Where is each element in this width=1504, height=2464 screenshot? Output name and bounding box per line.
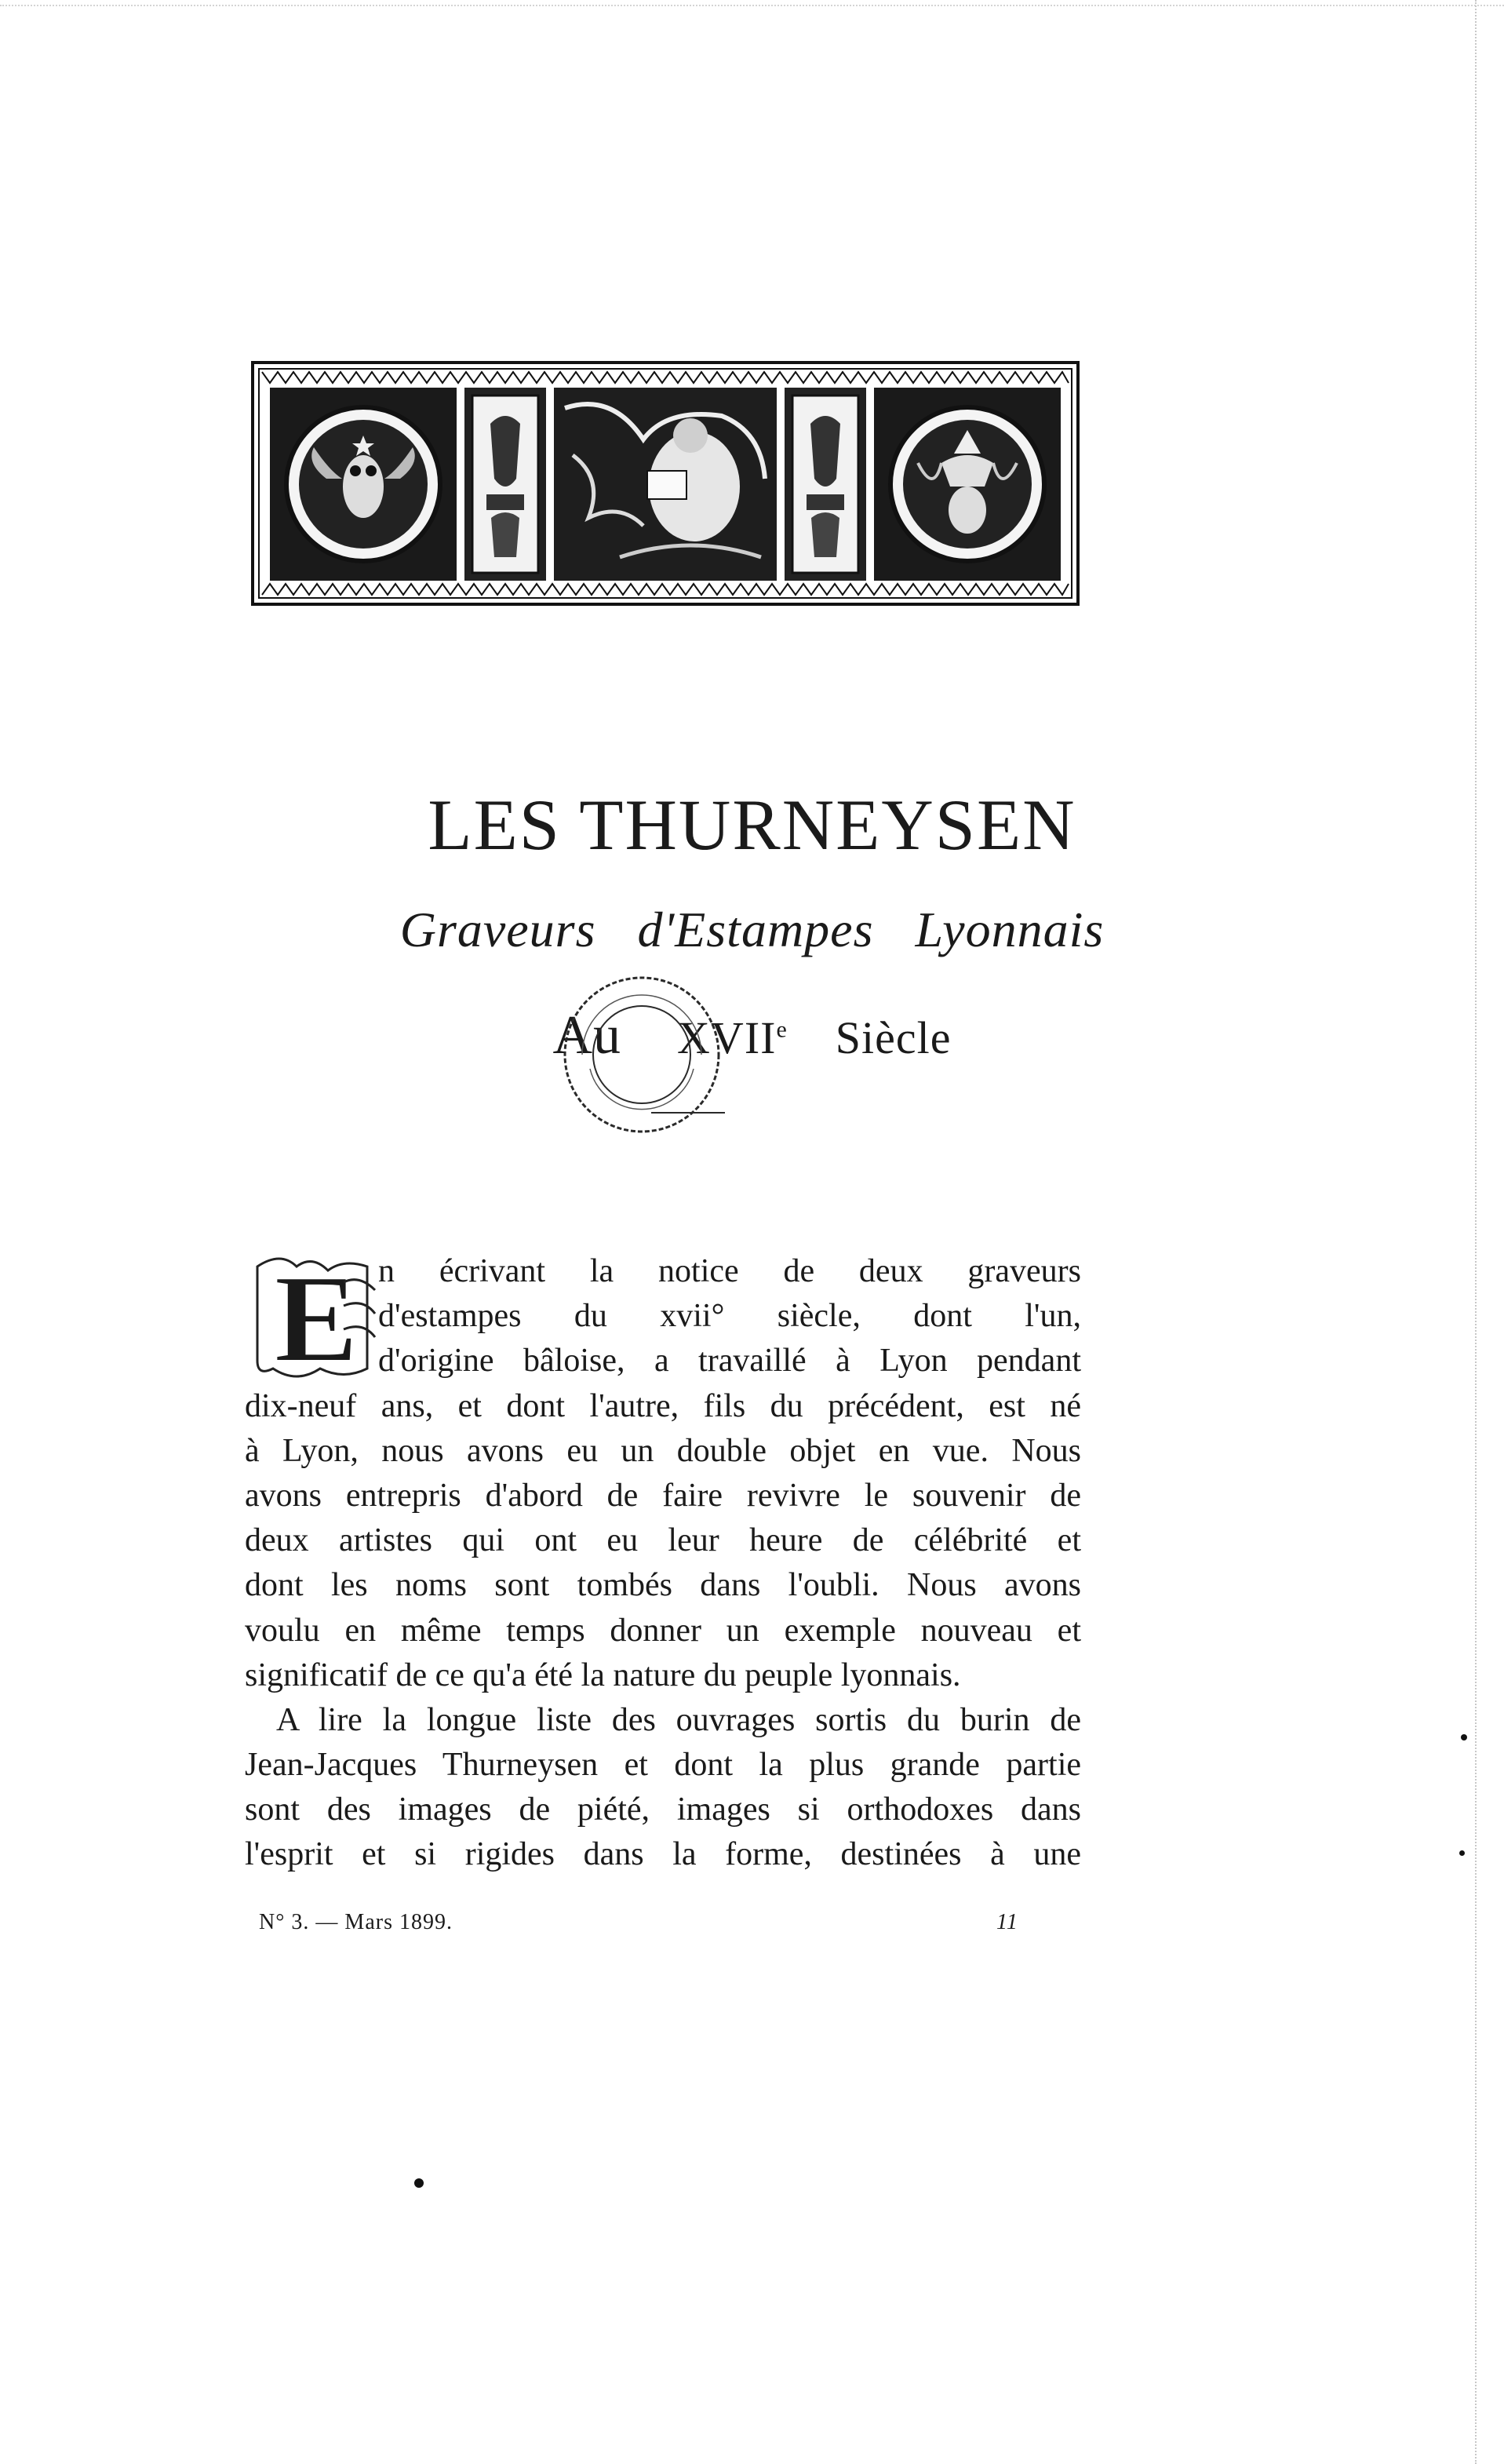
body-line: A lire la longue liste des ouvrages sortis du burin de <box>276 1701 1081 1738</box>
body-line: significatif de ce qu'a été la nature du peuple lyonnais. <box>245 1657 961 1693</box>
century-suffix: Siècle <box>835 1012 952 1063</box>
reading-figure-panel-icon <box>554 388 777 581</box>
body-line: l'esprit et si rigides dans la forme, destinées à une <box>245 1836 1081 1873</box>
century-superscript: e <box>776 1016 788 1043</box>
banner-engraving <box>251 361 1080 606</box>
library-stamp <box>559 971 725 1138</box>
page-right-edge <box>1475 0 1477 2464</box>
ink-speck <box>1459 1850 1465 1856</box>
body-line: d'estampes du xvii° siècle, dont l'un, <box>378 1298 1081 1335</box>
body-line: n écrivant la notice de deux graveurs <box>378 1253 1081 1289</box>
body-line: à Lyon, nous avons eu un double objet en vue. Nous <box>245 1432 1081 1469</box>
body-line: d'origine bâloise, a travaillé à Lyon pendant <box>378 1343 1081 1380</box>
body-line: sont des images de piété, images si orthodoxes dans <box>245 1792 1081 1828</box>
owl-medallion-icon <box>270 388 457 581</box>
page-top-edge <box>0 5 1504 7</box>
body-line: voulu en même temps donner un exemple nouveau et <box>245 1612 1081 1649</box>
body-line: Jean-Jacques Thurneysen et dont la plus grande partie <box>245 1747 1081 1784</box>
century-roman: XVII <box>677 1012 777 1063</box>
library-stamp-seal-icon <box>559 971 725 1138</box>
body-line: avons entrepris d'abord de faire revivre le souvenir de <box>245 1477 1081 1514</box>
page-number: 11 <box>996 1910 1018 1934</box>
article-body <box>245 1249 1081 1878</box>
article-subtitle: Graveurs d'Estampes Lyonnais <box>399 902 1105 957</box>
issue-footer: N° 3. — Mars 1899. <box>259 1910 453 1934</box>
body-line: dix-neuf ans, et dont l'autre, fils du précédent, est né <box>245 1387 1081 1424</box>
century-heading <box>0 1004 1504 1067</box>
lamp-medallion-icon <box>874 388 1061 581</box>
right-vase-panel-icon <box>785 388 866 581</box>
body-line: dont les noms sont tombés dans l'oubli. Nous avons <box>245 1567 1081 1604</box>
ink-speck <box>414 2178 424 2188</box>
ink-speck <box>1461 1734 1467 1740</box>
century-prefix: Au <box>552 1005 622 1066</box>
left-vase-panel-icon <box>464 388 546 581</box>
body-line: deux artistes qui ont eu leur heure de célébrité et <box>245 1522 1081 1559</box>
ornamental-header-banner <box>251 361 1080 606</box>
article-title: LES THURNEYSEN <box>428 785 1076 865</box>
dropcap-letter: E <box>274 1251 359 1384</box>
